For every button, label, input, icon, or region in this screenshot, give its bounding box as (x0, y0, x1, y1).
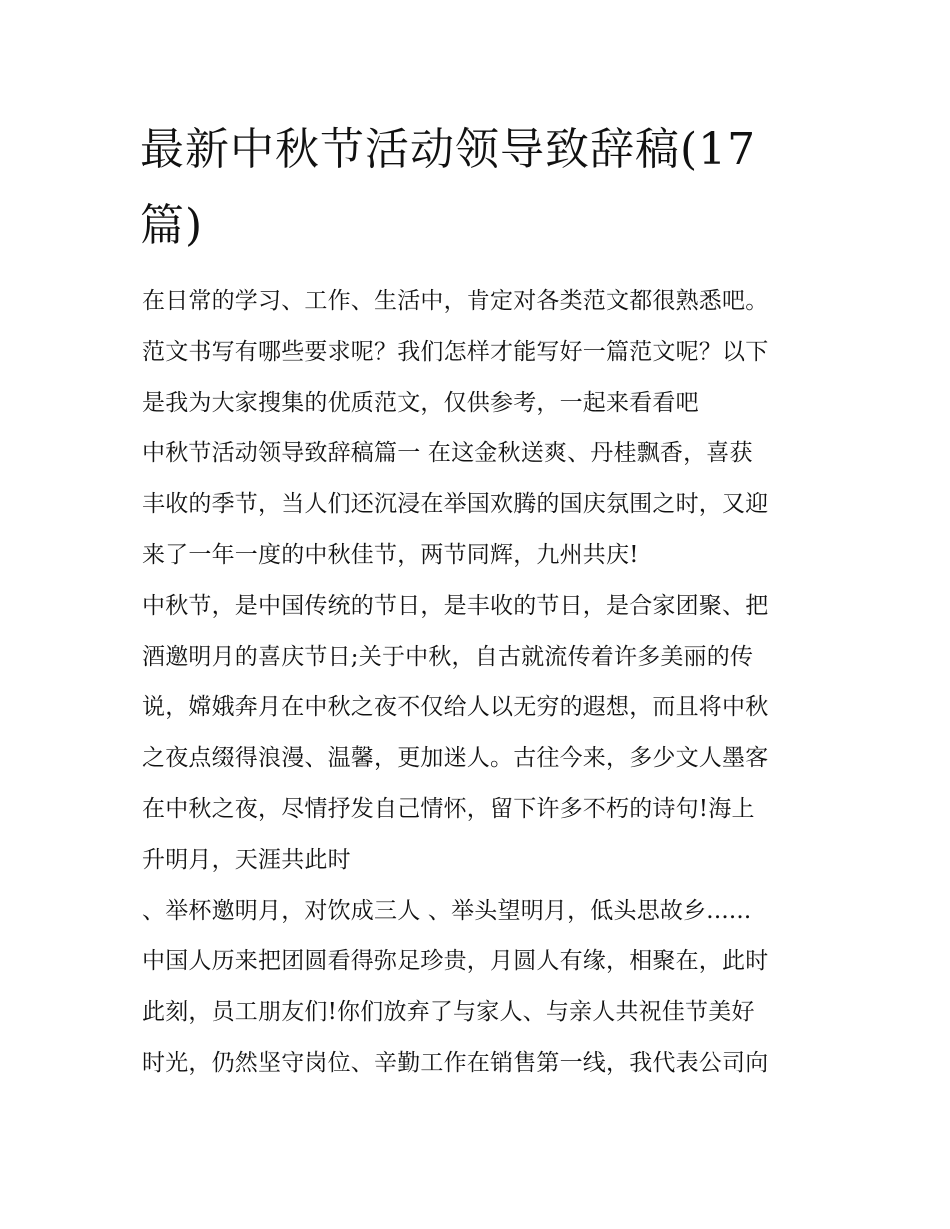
body-line: 丰收的季节，当人们还沉浸在举国欢腾的国庆氛围之时，又迎 (142, 491, 769, 518)
document-body (142, 279, 822, 1092)
body-line: 说，嫦娥奔月在中秋之夜不仅给人以无穷的遐想，而且将中秋 (142, 694, 769, 721)
body-line: 时光，仍然坚守岗位、辛勤工作在销售第一线，我代表公司向 (142, 1049, 769, 1076)
body-line: 之夜点缀得浪漫、温馨，更加迷人。古往今来，多少文人墨客 (142, 745, 769, 772)
title-line: 最新中秋节活动领导致辞稿(17 (140, 124, 757, 175)
document-title (140, 112, 820, 264)
body-line: 是我为大家搜集的优质范文，仅供参考，一起来看看吧 (142, 389, 699, 416)
body-line: 、举杯邀明月，对饮成三人 、举头望明月，低头思故乡...... (142, 897, 752, 924)
body-line: 升明月，天涯共此时 (142, 846, 351, 873)
body-line: 中秋节活动领导致辞稿篇一 在这金秋送爽、丹桂飘香，喜获 (142, 440, 753, 467)
title-line: 篇) (140, 200, 204, 251)
body-line: 在中秋之夜，尽情抒发自己情怀，留下许多不朽的诗句!海上 (142, 795, 755, 822)
body-line: 范文书写有哪些要求呢？我们怎样才能写好一篇范文呢？以下 (142, 338, 769, 365)
body-line: 来了一年一度的中秋佳节，两节同辉，九州共庆! (142, 541, 639, 568)
body-line: 酒邀明月的喜庆节日;关于中秋，自古就流传着许多美丽的传 (142, 643, 754, 670)
body-line: 中秋节，是中国传统的节日，是丰收的节日，是合家团聚、把 (142, 592, 769, 619)
body-line: 中国人历来把团圆看得弥足珍贵，月圆人有缘，相聚在，此时 (142, 948, 769, 975)
body-line: 此刻，员工朋友们!你们放弃了与家人、与亲人共祝佳节美好 (142, 999, 755, 1026)
body-line: 在日常的学习、工作、生活中，肯定对各类范文都很熟悉吧。 (142, 288, 769, 314)
